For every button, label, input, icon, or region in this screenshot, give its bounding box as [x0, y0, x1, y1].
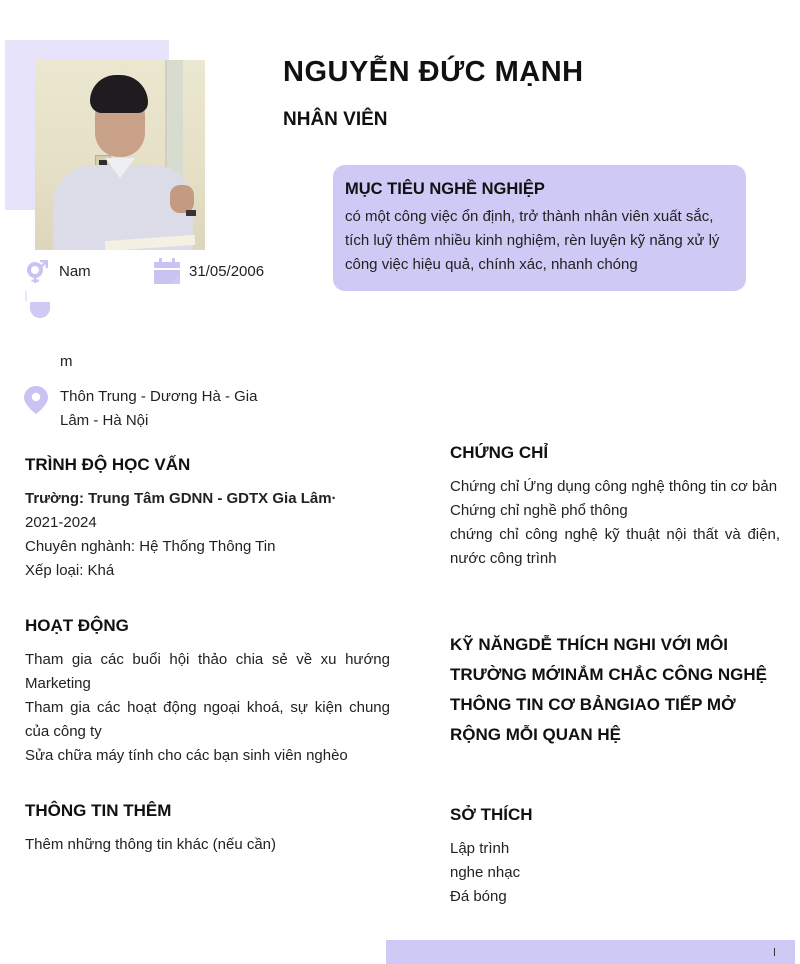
certificate-item: chứng chỉ công nghệ kỹ thuật nội thất và điện, nước công trình — [450, 526, 780, 567]
education-rank: Xếp loại: Khá — [25, 562, 115, 579]
birthday-row — [154, 258, 264, 284]
photo-watch — [186, 210, 196, 216]
activity-item: Tham gia các hoạt động ngoại khoá, sự kiện chung của công ty — [25, 699, 390, 740]
candidate-name: NGUYỄN ĐỨC MẠNH — [283, 56, 584, 88]
additional-info-title: THÔNG TIN THÊM — [25, 801, 172, 820]
gender-icon — [24, 258, 50, 284]
photo-window — [165, 60, 183, 180]
birthday-value: 31/05/2006 — [189, 262, 265, 280]
education-major: Chuyên nghành: Hệ Thống Thông Tin — [25, 538, 276, 555]
job-title: NHÂN VIÊN — [283, 109, 388, 130]
profile-photo — [35, 60, 205, 250]
hobby-item: nghe nhạc — [450, 864, 521, 881]
hobby-item: Lập trình — [450, 840, 510, 857]
certificates-title: CHỨNG CHỈ — [450, 443, 549, 462]
additional-info-section — [25, 801, 390, 857]
hobby-item: Đá bóng — [450, 888, 507, 905]
address-value: Thôn Trung - Dương Hà - Gia Lâm - Hà Nội — [60, 388, 258, 429]
activity-item: Sửa chữa máy tính cho các bạn sinh viên nghèo — [25, 747, 348, 764]
activities-title: HOẠT ĐỘNG — [25, 616, 129, 635]
objective-title: MỤC TIÊU NGHỀ NGHIỆP — [345, 180, 545, 198]
education-years: 2021-2024 — [25, 514, 97, 531]
location-pin-icon — [24, 386, 48, 414]
skills-section: KỸ NĂNGDỄ THÍCH NGHI VỚI MÔI TRƯỜNG MỚINẮM CHẮC CÔNG NGHỆ THÔNG TIN CƠ BẢNGIAO TIẾP MỞ RỘNG MỖI QUAN HỆ — [450, 635, 767, 744]
education-school: Trường: Trung Tâm GDNN - GDTX Gia Lâm· — [25, 490, 337, 507]
objective-text: có một công việc ổn định, trở thành nhân viên xuất sắc, tích luỹ thêm nhiều kinh nghiệm, rèn luyện kỹ năng xử lý công việc hiệu quả, chính xác, nhanh chóng — [345, 208, 720, 273]
additional-info-text: Thêm những thông tin khác (nếu cần) — [25, 836, 277, 853]
hobbies-title: SỞ THÍCH — [450, 805, 533, 824]
photo-thumbs-up — [170, 185, 194, 213]
stray-text: m — [60, 353, 73, 370]
footer-tick-mark — [774, 948, 775, 956]
hidden-contact-row — [25, 288, 155, 318]
activity-item: Tham gia các buổi hội thảo chia sẻ về xu hướng Marketing — [25, 651, 390, 692]
gender-value: Nam — [59, 262, 91, 280]
phone-icon — [30, 302, 50, 318]
career-objective-box — [333, 165, 746, 291]
photo-hair — [90, 75, 148, 113]
footer-accent-bar — [386, 940, 795, 964]
activities-section — [25, 616, 390, 768]
gender-row — [24, 258, 91, 284]
certificate-item: Chứng chỉ nghề phổ thông — [450, 502, 628, 519]
certificates-section — [450, 443, 780, 571]
calendar-icon — [154, 258, 180, 284]
education-section — [25, 455, 390, 583]
certificate-item: Chứng chỉ Ứng dụng công nghệ thông tin cơ bản — [450, 478, 778, 495]
education-title: TRÌNH ĐỘ HỌC VẤN — [25, 455, 191, 474]
hobbies-section — [450, 805, 780, 909]
hidden-row-edge — [25, 291, 27, 301]
